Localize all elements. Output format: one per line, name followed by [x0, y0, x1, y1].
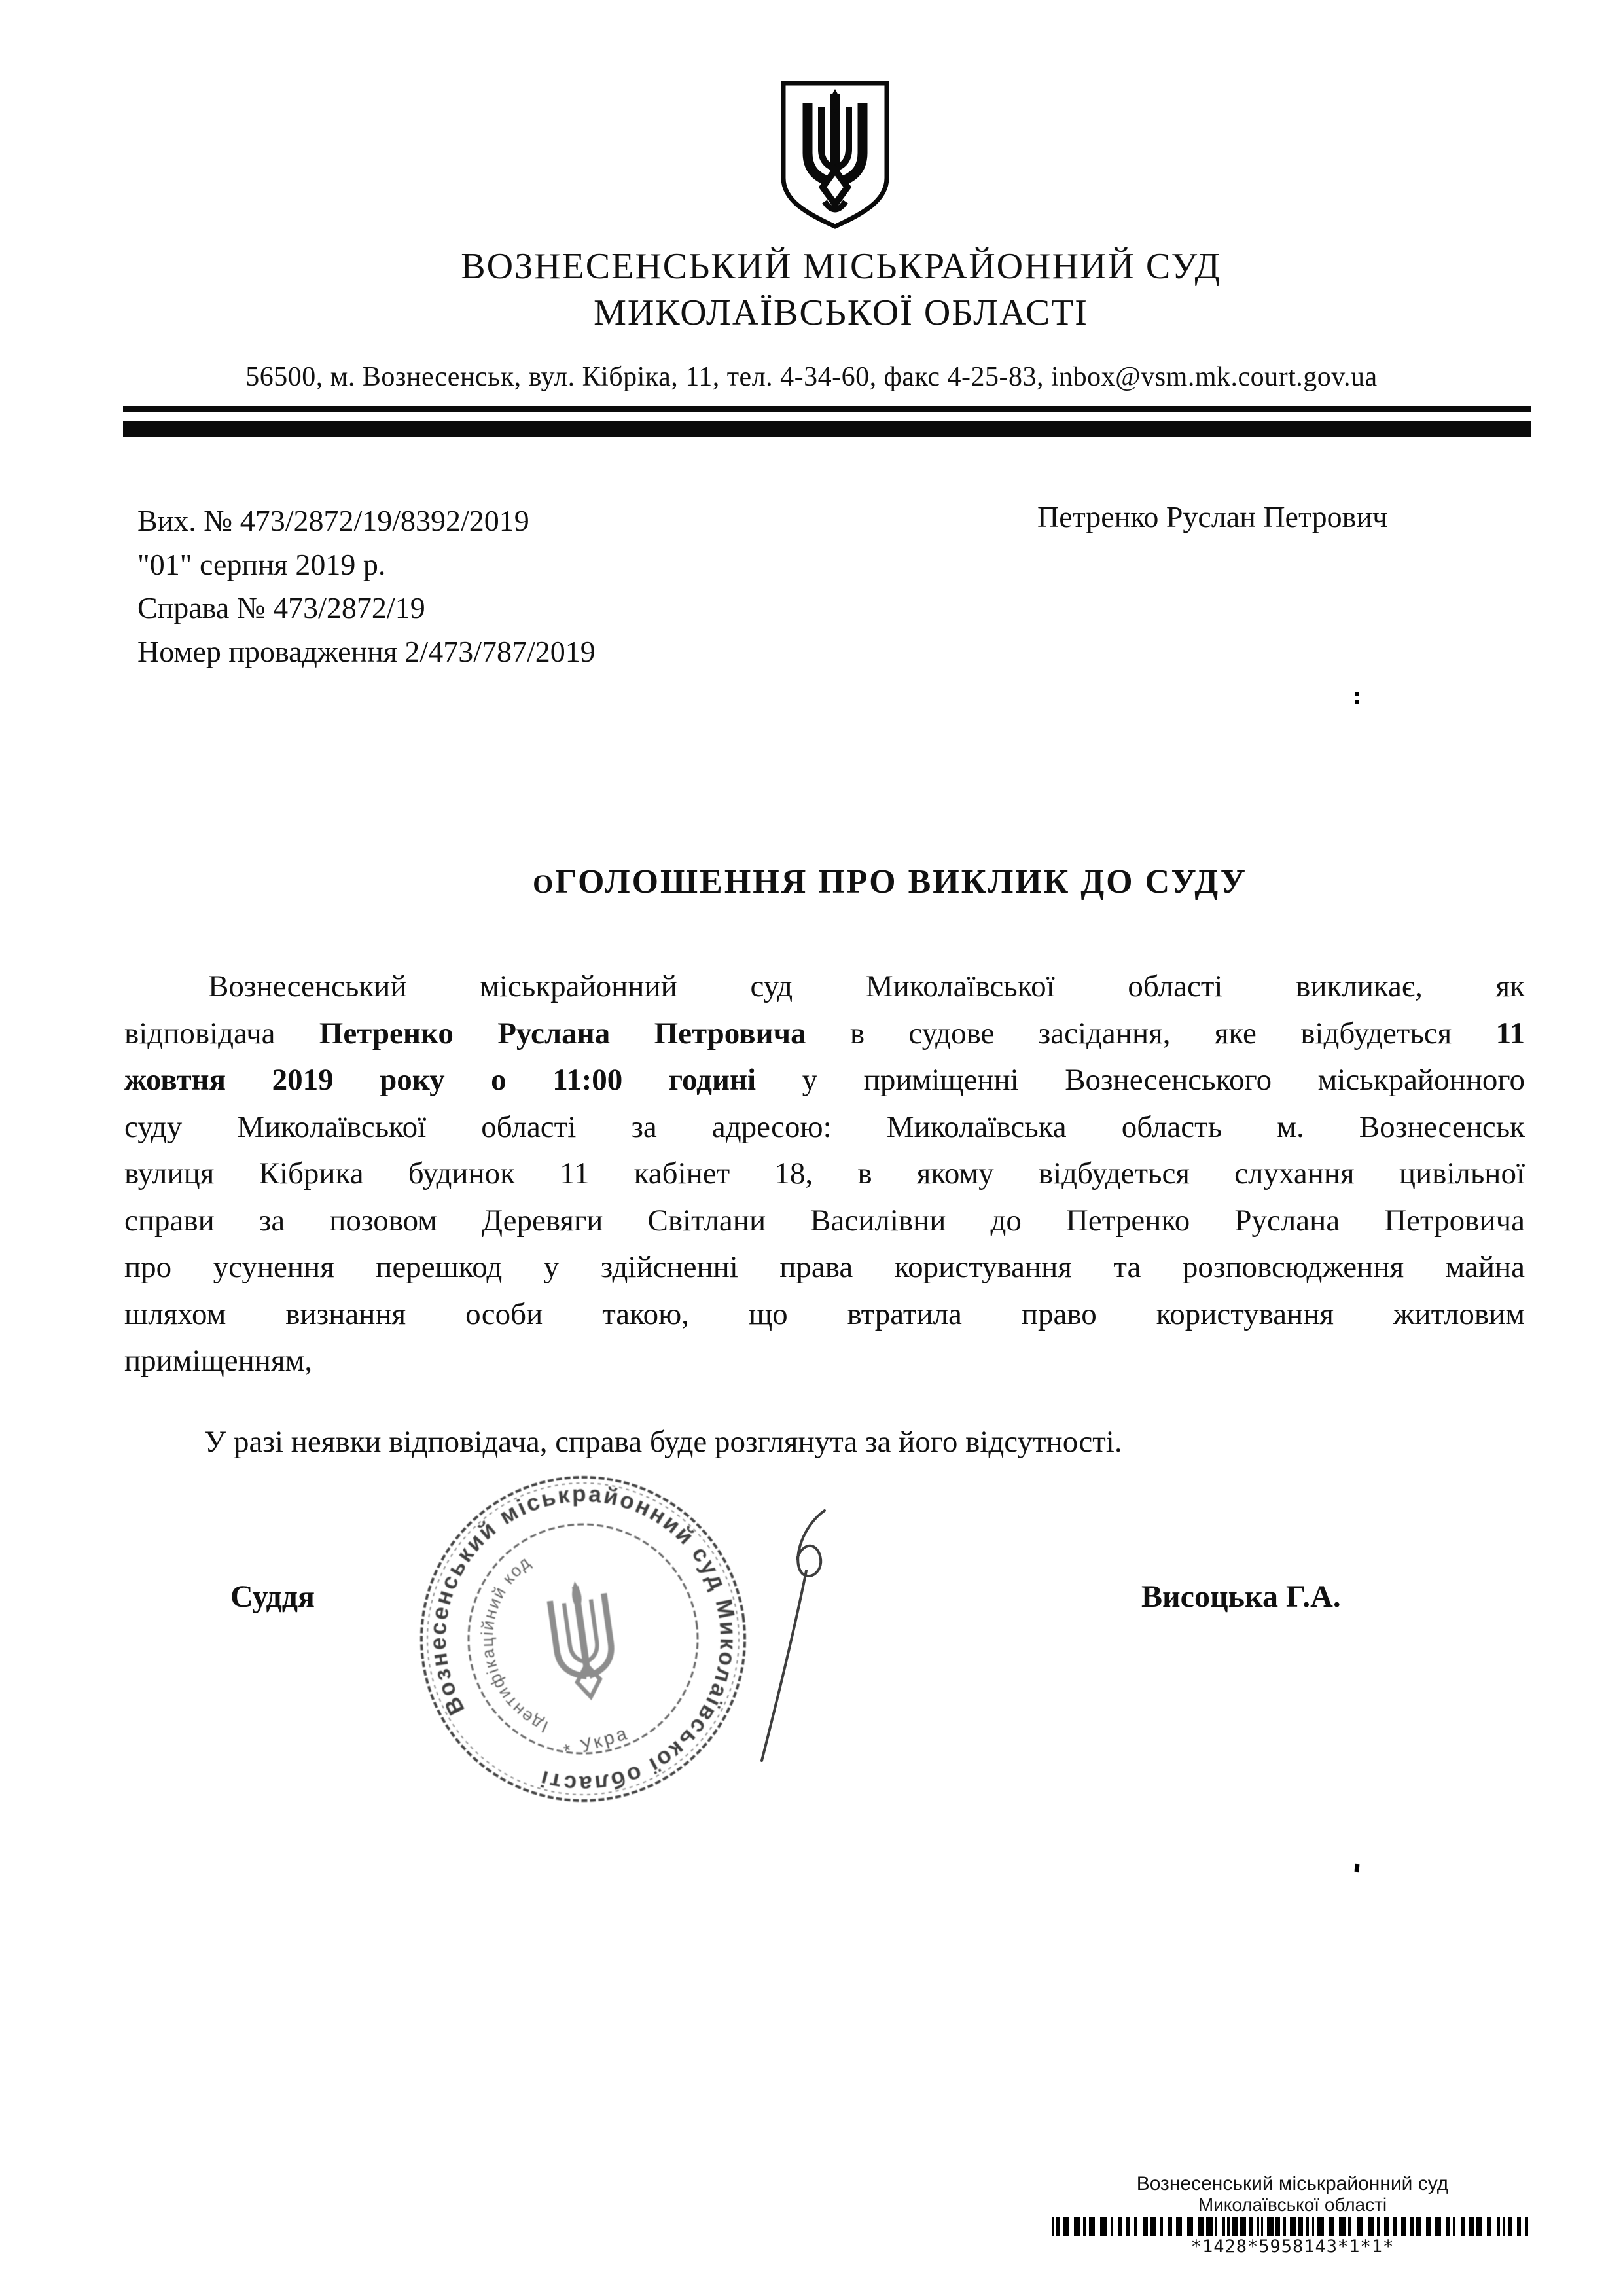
barcode-bar — [1227, 2217, 1230, 2236]
seal-country-text: * Укра — [561, 1722, 632, 1762]
case-number: Справа № 473/2872/19 — [137, 591, 425, 624]
document-title: ОГОЛОШЕННЯ ПРО ВИКЛИК ДО СУДУ — [533, 863, 1247, 901]
judge-signature — [746, 1499, 844, 1774]
body-text-segment: відповідача — [124, 1016, 319, 1050]
scan-speck — [1355, 1864, 1360, 1872]
barcode-bar — [1215, 2217, 1217, 2236]
barcode — [1052, 2217, 1533, 2236]
court-seal-stamp — [394, 1450, 772, 1828]
scan-speck — [1355, 692, 1359, 696]
barcode-bar — [1306, 2217, 1309, 2236]
body-text-segment: 11 — [1495, 1016, 1525, 1050]
seal-ring-text: Вознесенський міськрайонний суд Миколаївської області — [425, 1480, 741, 1797]
court-address: 56500, м. Вознесенськ, вул. Кібріка, 11, тел. 4-34-60, факс 4-25-83, inbox@vsm.mk.court.gov.ua — [245, 362, 1378, 392]
barcode-bar — [1290, 2217, 1296, 2236]
barcode-bar — [1298, 2217, 1303, 2236]
court-name-line2: МИКОЛАЇВСЬКОЇ ОБЛАСТІ — [594, 293, 1088, 333]
barcode-bar — [1339, 2217, 1346, 2236]
barcode-bar — [1143, 2217, 1148, 2236]
barcode-bar — [1111, 2217, 1113, 2236]
seal-trident — [548, 1580, 618, 1701]
body-text-segment: справи за позовом Деревяги Світлани Василівни до Петренко Руслана Петровича — [124, 1203, 1525, 1238]
footer-block — [1047, 2173, 1538, 2257]
seal-inner-text: Ідентифікаційний код — [476, 1551, 551, 1738]
body-paragraph — [124, 963, 1525, 1385]
barcode-bar — [1275, 2217, 1280, 2236]
body-text-segment: Вознесенський міськрайонний суд Миколаївської області викликає, як — [208, 969, 1525, 1003]
barcode-bar — [1435, 2217, 1441, 2236]
footer-region: Миколаївської області — [1198, 2195, 1387, 2215]
barcode-bar — [1283, 2217, 1286, 2236]
barcode-bar — [1476, 2217, 1482, 2236]
barcode-bar — [1074, 2217, 1080, 2236]
barcode-bar — [1063, 2217, 1069, 2236]
barcode-bar — [1249, 2217, 1253, 2236]
barcode-bar — [1267, 2217, 1274, 2236]
body-text-segment: про усунення перешкод у здійсненні права користування та розповсюдження майна — [124, 1250, 1525, 1284]
barcode-bar — [1469, 2217, 1474, 2236]
body-line — [124, 1198, 1525, 1245]
barcode-bar — [1168, 2217, 1172, 2236]
body-line — [124, 1244, 1525, 1291]
barcode-bar — [1261, 2217, 1263, 2236]
barcode-bar — [1056, 2217, 1060, 2236]
barcode-bar — [1377, 2217, 1380, 2236]
barcode-bar — [1083, 2217, 1086, 2236]
judge-label: Суддя — [230, 1579, 315, 1614]
barcode-bar — [1503, 2217, 1505, 2236]
barcode-bar — [1384, 2217, 1389, 2236]
barcode-bar — [1052, 2217, 1054, 2236]
footer-court-name: Вознесенський міськрайонний суд — [1136, 2173, 1449, 2195]
absence-paragraph: У разі неявки відповідача, справа буде розглянута за його відсутності. — [204, 1425, 1122, 1459]
body-text-segment: Петренко Руслана Петровича — [319, 1016, 806, 1050]
outgoing-number: Вих. № 473/2872/19/8392/2019 — [137, 504, 529, 537]
barcode-bar — [1312, 2217, 1314, 2236]
reference-block — [137, 499, 596, 673]
barcode-bar — [1410, 2217, 1414, 2236]
barcode-bar — [1461, 2217, 1465, 2236]
body-line — [124, 1291, 1525, 1338]
barcode-bar — [1487, 2217, 1491, 2236]
barcode-bar — [1497, 2217, 1500, 2236]
barcode-bar — [1126, 2217, 1130, 2236]
barcode-bar — [1232, 2217, 1238, 2236]
barcode-bar — [1240, 2217, 1246, 2236]
barcode-bar — [1206, 2217, 1213, 2236]
body-text-segment: приміщенням, — [124, 1344, 313, 1378]
court-name — [29, 243, 1623, 336]
body-line — [124, 1104, 1525, 1151]
body-line — [124, 963, 1525, 1011]
proceeding-number: Номер провадження 2/473/787/2019 — [137, 634, 596, 668]
addressee-name: Петренко Руслан Петрович — [1037, 500, 1388, 533]
barcode-bar — [1089, 2217, 1095, 2236]
barcode-bar — [1160, 2217, 1163, 2236]
barcode-bar — [1517, 2217, 1521, 2236]
body-text-segment: жовтня 2019 року о 11:00 годині — [124, 1063, 757, 1097]
ukraine-trident-emblem — [779, 79, 891, 230]
barcode-text: *1428*5958143*1*1* — [1190, 2236, 1395, 2257]
judge-name: Висоцька Г.А. — [1141, 1579, 1341, 1614]
header-rule-thin — [123, 406, 1531, 412]
barcode-bar — [1368, 2217, 1374, 2236]
body-line — [124, 1151, 1525, 1198]
barcode-bar — [1401, 2217, 1406, 2236]
barcode-bar — [1446, 2217, 1450, 2236]
body-text-segment: у приміщенні Вознесенського міськрайонного — [756, 1063, 1525, 1097]
header-rule-thick — [123, 421, 1531, 437]
body-text-segment: суду Миколаївської області за адресою: Миколаївська область м. Вознесенськ — [124, 1109, 1525, 1144]
barcode-bar — [1426, 2217, 1431, 2236]
body-text-segment: вулиця Кібрика будинок 11 кабінет 18, в якому відбудеться слухання цивільної — [124, 1157, 1525, 1191]
barcode-bar — [1357, 2217, 1363, 2236]
barcode-bar — [1393, 2217, 1397, 2236]
barcode-bar — [1100, 2217, 1107, 2236]
barcode-bar — [1134, 2217, 1137, 2236]
barcode-bar — [1348, 2217, 1351, 2236]
barcode-bar — [1222, 2217, 1225, 2236]
body-line — [124, 1057, 1525, 1104]
barcode-bar — [1257, 2217, 1259, 2236]
body-line — [124, 1011, 1525, 1058]
body-text-segment: шляхом визнання особи такою, що втратила право користування житловим — [124, 1297, 1525, 1331]
body-line — [124, 1338, 1525, 1385]
barcode-bar — [1508, 2217, 1512, 2236]
barcode-bar — [1176, 2217, 1182, 2236]
barcode-bar — [1329, 2217, 1334, 2236]
barcode-bar — [1118, 2217, 1122, 2236]
barcode-bar — [1317, 2217, 1324, 2236]
court-name-line1: ВОЗНЕСЕНСЬКИЙ МІСЬКРАЙОННИЙ СУД — [461, 246, 1221, 287]
barcode-bar — [1187, 2217, 1193, 2236]
barcode-bar — [1416, 2217, 1421, 2236]
document-date: "01" серпня 2019 р. — [137, 547, 386, 581]
barcode-bar — [1453, 2217, 1455, 2236]
body-text-segment: в судове засідання, яке відбудеться — [806, 1016, 1496, 1050]
barcode-bar — [1150, 2217, 1156, 2236]
barcode-bar — [1525, 2217, 1528, 2236]
barcode-bar — [1198, 2217, 1204, 2236]
